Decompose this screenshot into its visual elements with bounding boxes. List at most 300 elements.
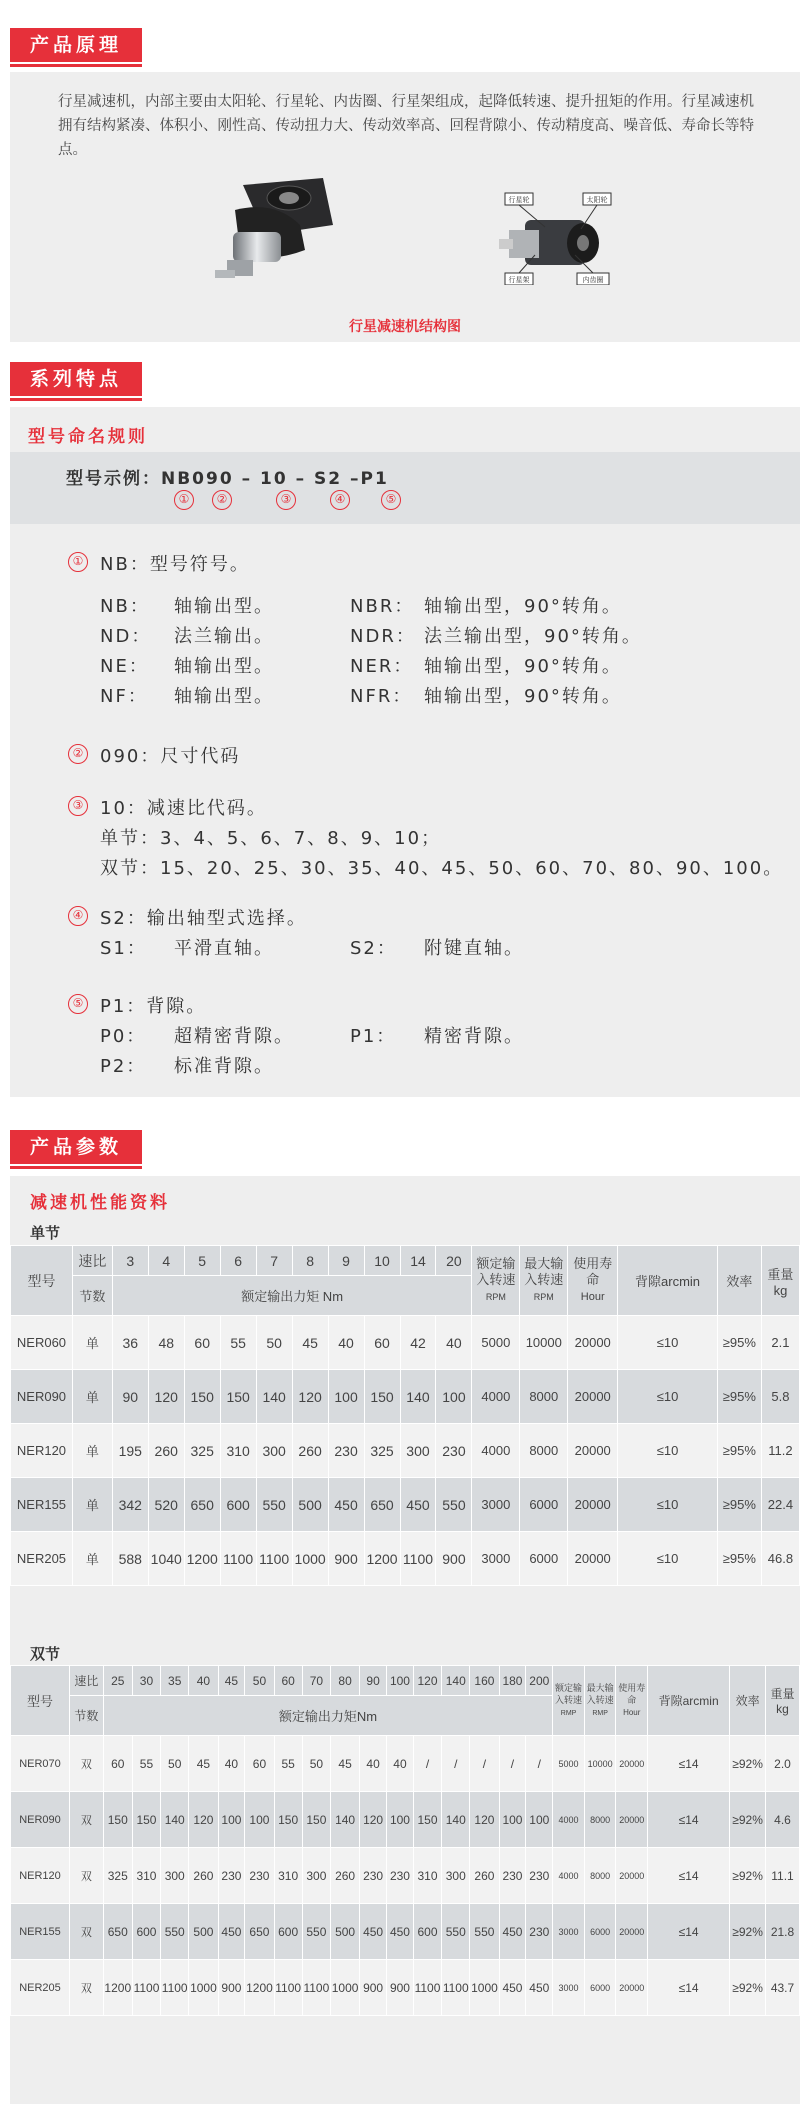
diagram-caption: 行星减速机结构图 bbox=[349, 319, 461, 335]
torque-cell: 260 bbox=[189, 1848, 218, 1904]
col-model: 型号 bbox=[11, 1666, 70, 1736]
desc-nd: 法兰输出。 bbox=[174, 626, 274, 647]
backlash-cell: ≤14 bbox=[648, 1904, 730, 1960]
torque-cell: 90 bbox=[112, 1370, 148, 1424]
life-cell: 20000 bbox=[616, 1792, 648, 1848]
ratio-header: 50 bbox=[245, 1666, 274, 1696]
table-row bbox=[11, 1316, 800, 1370]
torque-cell: 900 bbox=[360, 1960, 387, 2016]
torque-cell: 45 bbox=[189, 1736, 218, 1792]
col-rated-unit: RPM bbox=[485, 1292, 506, 1302]
torque-cell: 550 bbox=[442, 1904, 470, 1960]
model-cell: NER205 bbox=[11, 1960, 70, 2016]
torque-cell: 325 bbox=[364, 1424, 400, 1478]
torque-cell: 40 bbox=[328, 1316, 364, 1370]
efficiency-cell: ≥92% bbox=[730, 1848, 766, 1904]
torque-cell: 300 bbox=[442, 1848, 470, 1904]
torque-cell: 230 bbox=[218, 1848, 245, 1904]
table-row bbox=[11, 1904, 800, 1960]
svg-text:太阳轮: 太阳轮 bbox=[586, 196, 608, 204]
model-cell: NER060 bbox=[11, 1316, 73, 1370]
code-ner: NER： bbox=[350, 656, 414, 677]
torque-cell: 900 bbox=[387, 1960, 414, 2016]
torque-cell: / bbox=[442, 1736, 470, 1792]
model-cell: NER120 bbox=[11, 1848, 70, 1904]
torque-cell: 40 bbox=[218, 1736, 245, 1792]
single-stage-table bbox=[10, 1245, 800, 1586]
col-rated-torque: 额定输出力矩 Nm bbox=[112, 1276, 472, 1316]
ratio-header: 30 bbox=[132, 1666, 160, 1696]
torque-cell: 60 bbox=[184, 1316, 220, 1370]
stage-cell: 双 bbox=[69, 1848, 103, 1904]
rated-speed-cell: 3000 bbox=[472, 1478, 520, 1532]
torque-cell: 520 bbox=[148, 1478, 184, 1532]
ratio-header: 25 bbox=[103, 1666, 132, 1696]
torque-cell: 600 bbox=[413, 1904, 441, 1960]
ratio-header: 200 bbox=[526, 1666, 553, 1696]
item-1-head: NB：型号符号。 bbox=[100, 554, 250, 575]
torque-cell: / bbox=[470, 1736, 499, 1792]
torque-cell: 550 bbox=[161, 1904, 189, 1960]
torque-cell: 230 bbox=[245, 1848, 274, 1904]
efficiency-cell: ≥92% bbox=[730, 1904, 766, 1960]
col-efficiency: 效率 bbox=[717, 1246, 761, 1316]
ratio-header: 20 bbox=[436, 1246, 472, 1276]
efficiency-cell: ≥92% bbox=[730, 1736, 766, 1792]
torque-cell: 1100 bbox=[256, 1532, 292, 1586]
torque-cell: 100 bbox=[526, 1792, 553, 1848]
marker-2: ② bbox=[212, 490, 232, 510]
torque-cell: 300 bbox=[256, 1424, 292, 1478]
col-backlash: 背隙arcmin bbox=[618, 1246, 718, 1316]
max-speed-cell: 6000 bbox=[584, 1960, 616, 2016]
torque-cell: 342 bbox=[112, 1478, 148, 1532]
torque-cell: 600 bbox=[274, 1904, 302, 1960]
table-row bbox=[11, 1532, 800, 1586]
desc-ner: 轴输出型，90°转角。 bbox=[424, 656, 622, 677]
marker-1: ① bbox=[174, 490, 194, 510]
backlash-cell: ≤14 bbox=[648, 1848, 730, 1904]
torque-cell: 48 bbox=[148, 1316, 184, 1370]
col-weight: 重量kg bbox=[761, 1246, 799, 1316]
max-speed-cell: 8000 bbox=[520, 1370, 568, 1424]
code-p0: P0： bbox=[100, 1026, 147, 1047]
ratio-header: 90 bbox=[360, 1666, 387, 1696]
desc-p0: 超精密背隙。 bbox=[174, 1026, 294, 1047]
torque-cell: 150 bbox=[302, 1792, 330, 1848]
torque-cell: 1100 bbox=[413, 1960, 441, 2016]
item-5-num: ⑤ bbox=[68, 994, 88, 1014]
torque-cell: 450 bbox=[499, 1960, 526, 2016]
rated-speed-cell: 4000 bbox=[472, 1370, 520, 1424]
torque-cell: 450 bbox=[360, 1904, 387, 1960]
stage-cell: 单 bbox=[72, 1478, 112, 1532]
weight-cell: 46.8 bbox=[761, 1532, 799, 1586]
torque-cell: 260 bbox=[331, 1848, 360, 1904]
torque-cell: 260 bbox=[470, 1848, 499, 1904]
torque-cell: 150 bbox=[364, 1370, 400, 1424]
backlash-cell: ≤14 bbox=[648, 1792, 730, 1848]
torque-cell: 260 bbox=[292, 1424, 328, 1478]
torque-cell: 36 bbox=[112, 1316, 148, 1370]
table-row bbox=[11, 1370, 800, 1424]
section-header-params: 产品参数 bbox=[10, 1130, 142, 1164]
code-nd: ND： bbox=[100, 626, 152, 647]
weight-cell: 43.7 bbox=[766, 1960, 800, 2016]
single-stage-ratios: 单节：3、4、5、6、7、8、9、10； bbox=[100, 828, 442, 849]
torque-cell: 600 bbox=[220, 1478, 256, 1532]
ratio-header: 160 bbox=[470, 1666, 499, 1696]
ratio-header: 7 bbox=[256, 1246, 292, 1276]
col-rated-speed bbox=[553, 1666, 585, 1736]
rated-speed-cell: 3000 bbox=[553, 1904, 585, 1960]
col-rated-speed-label: 额定输入转速 bbox=[476, 1256, 516, 1287]
torque-cell: 310 bbox=[413, 1848, 441, 1904]
col-rated-torque: 额定输出力矩Nm bbox=[103, 1696, 553, 1736]
torque-cell: 100 bbox=[387, 1792, 414, 1848]
gearbox-image bbox=[205, 170, 345, 295]
model-example: 型号示例：NB090 – 10 – S2 –P1 bbox=[66, 469, 389, 489]
torque-cell: 40 bbox=[436, 1316, 472, 1370]
weight-cell: 22.4 bbox=[761, 1478, 799, 1532]
code-nf: NF： bbox=[100, 686, 148, 707]
torque-cell: 300 bbox=[400, 1424, 436, 1478]
torque-cell: 1100 bbox=[161, 1960, 189, 2016]
torque-cell: 230 bbox=[387, 1848, 414, 1904]
torque-cell: 1200 bbox=[364, 1532, 400, 1586]
col-max-speed bbox=[520, 1246, 568, 1316]
col-life-unit: Hour bbox=[580, 1291, 605, 1303]
desc-p2: 标准背隙。 bbox=[174, 1056, 274, 1077]
col-weight: 重量kg bbox=[766, 1666, 800, 1736]
torque-cell: 600 bbox=[132, 1904, 160, 1960]
torque-cell: 650 bbox=[245, 1904, 274, 1960]
torque-cell: 60 bbox=[364, 1316, 400, 1370]
ratio-header: 14 bbox=[400, 1246, 436, 1276]
torque-cell: 500 bbox=[292, 1478, 328, 1532]
max-speed-cell: 8000 bbox=[584, 1848, 616, 1904]
code-ndr: NDR： bbox=[350, 626, 416, 647]
torque-cell: 55 bbox=[274, 1736, 302, 1792]
max-speed-cell: 8000 bbox=[584, 1792, 616, 1848]
ratio-header: 9 bbox=[328, 1246, 364, 1276]
desc-ndr: 法兰输出型，90°转角。 bbox=[424, 626, 642, 647]
max-speed-cell: 6000 bbox=[520, 1478, 568, 1532]
torque-cell: 140 bbox=[442, 1792, 470, 1848]
perf-data-title: 减速机性能资料 bbox=[30, 1193, 170, 1213]
torque-cell: 450 bbox=[499, 1904, 526, 1960]
torque-cell: 900 bbox=[436, 1532, 472, 1586]
torque-cell: 650 bbox=[364, 1478, 400, 1532]
torque-cell: 1040 bbox=[148, 1532, 184, 1586]
life-cell: 20000 bbox=[616, 1904, 648, 1960]
efficiency-cell: ≥95% bbox=[717, 1532, 761, 1586]
desc-s2: 附键直轴。 bbox=[424, 938, 524, 959]
rated-speed-cell: 4000 bbox=[553, 1848, 585, 1904]
model-cell: NER205 bbox=[11, 1532, 73, 1586]
col-life-label: 使用寿命 bbox=[573, 1256, 613, 1287]
item-2-head: 090：尺寸代码 bbox=[100, 746, 241, 767]
col-life bbox=[616, 1666, 648, 1736]
torque-cell: 140 bbox=[331, 1792, 360, 1848]
torque-cell: 120 bbox=[189, 1792, 218, 1848]
torque-cell: 310 bbox=[220, 1424, 256, 1478]
ratio-header: 6 bbox=[220, 1246, 256, 1276]
model-cell: NER155 bbox=[11, 1904, 70, 1960]
torque-cell: 1100 bbox=[400, 1532, 436, 1586]
torque-cell: / bbox=[413, 1736, 441, 1792]
torque-cell: 120 bbox=[470, 1792, 499, 1848]
item-2-num: ② bbox=[68, 744, 88, 764]
single-stage-label: 单节 bbox=[30, 1224, 61, 1242]
torque-cell: 1200 bbox=[245, 1960, 274, 2016]
ratio-header: 70 bbox=[302, 1666, 330, 1696]
col-ratio: 速比 bbox=[72, 1246, 112, 1276]
ratio-header: 45 bbox=[218, 1666, 245, 1696]
ratio-header: 3 bbox=[112, 1246, 148, 1276]
torque-cell: 1000 bbox=[292, 1532, 328, 1586]
torque-cell: 60 bbox=[103, 1736, 132, 1792]
life-cell: 20000 bbox=[616, 1736, 648, 1792]
table-row bbox=[11, 1736, 800, 1792]
intro-text: 行星减速机，内部主要由太阳轮、行星轮、内齿圈、行星架组成，起降低转速、提升扭矩的作用。行星减速机拥有结构紧凑、体积小、刚性高、传动扭力大、传动效率高、回程背隙小、传动精度高、噪音低、寿命长等特点。 bbox=[58, 94, 754, 158]
torque-cell: 100 bbox=[245, 1792, 274, 1848]
desc-nf: 轴输出型。 bbox=[174, 686, 274, 707]
torque-cell: 230 bbox=[436, 1424, 472, 1478]
stage-cell: 单 bbox=[72, 1370, 112, 1424]
torque-cell: 150 bbox=[103, 1792, 132, 1848]
weight-cell: 21.8 bbox=[766, 1904, 800, 1960]
col-life bbox=[568, 1246, 618, 1316]
model-cell: NER090 bbox=[11, 1370, 73, 1424]
desc-nfr: 轴输出型，90°转角。 bbox=[424, 686, 622, 707]
torque-cell: 325 bbox=[184, 1424, 220, 1478]
torque-cell: 100 bbox=[328, 1370, 364, 1424]
gearbox-structure-diagram bbox=[495, 185, 635, 285]
col-rated-speed-label: 额定输入转速 bbox=[555, 1682, 583, 1705]
torque-cell: 55 bbox=[220, 1316, 256, 1370]
efficiency-cell: ≥95% bbox=[717, 1370, 761, 1424]
marker-4: ④ bbox=[330, 490, 350, 510]
col-life-label: 使用寿命 bbox=[618, 1683, 646, 1705]
code-s2: S2： bbox=[350, 938, 397, 959]
backlash-cell: ≤10 bbox=[618, 1478, 718, 1532]
code-nfr: NFR： bbox=[350, 686, 413, 707]
torque-cell: 195 bbox=[112, 1424, 148, 1478]
torque-cell: 42 bbox=[400, 1316, 436, 1370]
torque-cell: 45 bbox=[331, 1736, 360, 1792]
weight-cell: 11.2 bbox=[761, 1424, 799, 1478]
life-cell: 20000 bbox=[568, 1478, 618, 1532]
stage-cell: 双 bbox=[69, 1792, 103, 1848]
item-3-head: 10：减速比代码。 bbox=[100, 798, 267, 819]
marker-5: ⑤ bbox=[381, 490, 401, 510]
efficiency-cell: ≥92% bbox=[730, 1960, 766, 2016]
rated-speed-cell: 4000 bbox=[472, 1424, 520, 1478]
stage-cell: 双 bbox=[69, 1960, 103, 2016]
torque-cell: 650 bbox=[184, 1478, 220, 1532]
torque-cell: 300 bbox=[161, 1848, 189, 1904]
desc-s1: 平滑直轴。 bbox=[174, 938, 274, 959]
section-header-features: 系列特点 bbox=[10, 362, 142, 396]
rated-speed-cell: 5000 bbox=[553, 1736, 585, 1792]
torque-cell: 1000 bbox=[331, 1960, 360, 2016]
max-speed-cell: 10000 bbox=[520, 1316, 568, 1370]
max-speed-cell: 6000 bbox=[520, 1532, 568, 1586]
torque-cell: 55 bbox=[132, 1736, 160, 1792]
efficiency-cell: ≥95% bbox=[717, 1316, 761, 1370]
col-max-unit: RMP bbox=[592, 1709, 608, 1717]
torque-cell: / bbox=[526, 1736, 553, 1792]
torque-cell: 40 bbox=[360, 1736, 387, 1792]
backlash-cell: ≤10 bbox=[618, 1370, 718, 1424]
torque-cell: 50 bbox=[302, 1736, 330, 1792]
torque-cell: 550 bbox=[256, 1478, 292, 1532]
ratio-header: 5 bbox=[184, 1246, 220, 1276]
life-cell: 20000 bbox=[568, 1424, 618, 1478]
max-speed-cell: 6000 bbox=[584, 1904, 616, 1960]
col-ratio: 速比 bbox=[69, 1666, 103, 1696]
torque-cell: 310 bbox=[132, 1848, 160, 1904]
col-max-speed-label: 最大输入转速 bbox=[586, 1682, 614, 1705]
rated-speed-cell: 5000 bbox=[472, 1316, 520, 1370]
col-max-speed bbox=[584, 1666, 616, 1736]
naming-rule-title: 型号命名规则 bbox=[28, 427, 148, 447]
rated-speed-cell: 4000 bbox=[553, 1792, 585, 1848]
col-stage: 节数 bbox=[72, 1276, 112, 1316]
weight-cell: 11.1 bbox=[766, 1848, 800, 1904]
efficiency-cell: ≥92% bbox=[730, 1792, 766, 1848]
stage-cell: 单 bbox=[72, 1424, 112, 1478]
code-s1: S1： bbox=[100, 938, 147, 959]
ratio-header: 8 bbox=[292, 1246, 328, 1276]
desc-nbr: 轴输出型，90°转角。 bbox=[424, 596, 622, 617]
ratio-header: 140 bbox=[442, 1666, 470, 1696]
torque-cell: 50 bbox=[161, 1736, 189, 1792]
weight-cell: 2.0 bbox=[766, 1736, 800, 1792]
torque-cell: 100 bbox=[499, 1792, 526, 1848]
item-5-head: P1：背隙。 bbox=[100, 996, 207, 1017]
torque-cell: 50 bbox=[256, 1316, 292, 1370]
torque-cell: 230 bbox=[526, 1904, 553, 1960]
torque-cell: 1100 bbox=[302, 1960, 330, 2016]
model-cell: NER120 bbox=[11, 1424, 73, 1478]
backlash-cell: ≤10 bbox=[618, 1532, 718, 1586]
code-p1: P1： bbox=[350, 1026, 397, 1047]
double-stage-table bbox=[10, 1665, 800, 2016]
torque-cell: 60 bbox=[245, 1736, 274, 1792]
torque-cell: 150 bbox=[132, 1792, 160, 1848]
torque-cell: 450 bbox=[526, 1960, 553, 2016]
code-nb: NB： bbox=[100, 596, 150, 617]
marker-3: ③ bbox=[276, 490, 296, 510]
efficiency-cell: ≥95% bbox=[717, 1478, 761, 1532]
backlash-cell: ≤14 bbox=[648, 1960, 730, 2016]
efficiency-cell: ≥95% bbox=[717, 1424, 761, 1478]
torque-cell: 310 bbox=[274, 1848, 302, 1904]
item-4-num: ④ bbox=[68, 906, 88, 926]
ratio-header: 4 bbox=[148, 1246, 184, 1276]
torque-cell: 500 bbox=[189, 1904, 218, 1960]
torque-cell: 1100 bbox=[132, 1960, 160, 2016]
desc-p1: 精密背隙。 bbox=[424, 1026, 524, 1047]
life-cell: 20000 bbox=[616, 1960, 648, 2016]
weight-cell: 2.1 bbox=[761, 1316, 799, 1370]
max-speed-cell: 8000 bbox=[520, 1424, 568, 1478]
stage-cell: 单 bbox=[72, 1532, 112, 1586]
torque-cell: 1000 bbox=[189, 1960, 218, 2016]
torque-cell: 100 bbox=[218, 1792, 245, 1848]
ratio-header: 35 bbox=[161, 1666, 189, 1696]
torque-cell: 1100 bbox=[442, 1960, 470, 2016]
rated-speed-cell: 3000 bbox=[553, 1960, 585, 2016]
torque-cell: 140 bbox=[400, 1370, 436, 1424]
torque-cell: 100 bbox=[436, 1370, 472, 1424]
code-ne: NE： bbox=[100, 656, 149, 677]
torque-cell: 450 bbox=[218, 1904, 245, 1960]
item-4-head: S2：输出轴型式选择。 bbox=[100, 908, 307, 929]
torque-cell: 260 bbox=[148, 1424, 184, 1478]
torque-cell: 588 bbox=[112, 1532, 148, 1586]
col-rated-speed bbox=[472, 1246, 520, 1316]
double-stage-label: 双节 bbox=[30, 1645, 61, 1663]
torque-cell: 1100 bbox=[274, 1960, 302, 2016]
torque-cell: 300 bbox=[302, 1848, 330, 1904]
torque-cell: 120 bbox=[292, 1370, 328, 1424]
double-stage-ratios: 双节：15、20、25、30、35、40、45、50、60、70、80、90、100。 bbox=[100, 858, 784, 879]
ratio-header: 60 bbox=[274, 1666, 302, 1696]
torque-cell: 550 bbox=[470, 1904, 499, 1960]
torque-cell: 150 bbox=[413, 1792, 441, 1848]
torque-cell: 1100 bbox=[220, 1532, 256, 1586]
col-efficiency: 效率 bbox=[730, 1666, 766, 1736]
weight-cell: 5.8 bbox=[761, 1370, 799, 1424]
table-row bbox=[11, 1848, 800, 1904]
code-nbr: NBR： bbox=[350, 596, 415, 617]
code-p2: P2： bbox=[100, 1056, 147, 1077]
svg-text:行星架: 行星架 bbox=[508, 276, 530, 284]
torque-cell: 650 bbox=[103, 1904, 132, 1960]
torque-cell: 450 bbox=[400, 1478, 436, 1532]
torque-cell: 900 bbox=[218, 1960, 245, 2016]
col-rated-unit: RMP bbox=[560, 1709, 577, 1717]
desc-nb: 轴输出型。 bbox=[174, 596, 274, 617]
torque-cell: 450 bbox=[328, 1478, 364, 1532]
item-3-num: ③ bbox=[68, 796, 88, 816]
torque-cell: 900 bbox=[328, 1532, 364, 1586]
max-speed-cell: 10000 bbox=[584, 1736, 616, 1792]
torque-cell: / bbox=[499, 1736, 526, 1792]
torque-cell: 40 bbox=[387, 1736, 414, 1792]
table-row bbox=[11, 1960, 800, 2016]
svg-text:行星轮: 行星轮 bbox=[508, 196, 530, 204]
torque-cell: 140 bbox=[161, 1792, 189, 1848]
model-cell: NER090 bbox=[11, 1792, 70, 1848]
ratio-header: 100 bbox=[387, 1666, 414, 1696]
life-cell: 20000 bbox=[568, 1370, 618, 1424]
stage-cell: 双 bbox=[69, 1736, 103, 1792]
torque-cell: 325 bbox=[103, 1848, 132, 1904]
torque-cell: 550 bbox=[302, 1904, 330, 1960]
torque-cell: 230 bbox=[526, 1848, 553, 1904]
torque-cell: 1200 bbox=[184, 1532, 220, 1586]
ratio-header: 180 bbox=[499, 1666, 526, 1696]
table-row bbox=[11, 1424, 800, 1478]
col-life-unit: Hour bbox=[623, 1708, 641, 1717]
backlash-cell: ≤10 bbox=[618, 1316, 718, 1370]
model-cell: NER070 bbox=[11, 1736, 70, 1792]
table-row bbox=[11, 1478, 800, 1532]
